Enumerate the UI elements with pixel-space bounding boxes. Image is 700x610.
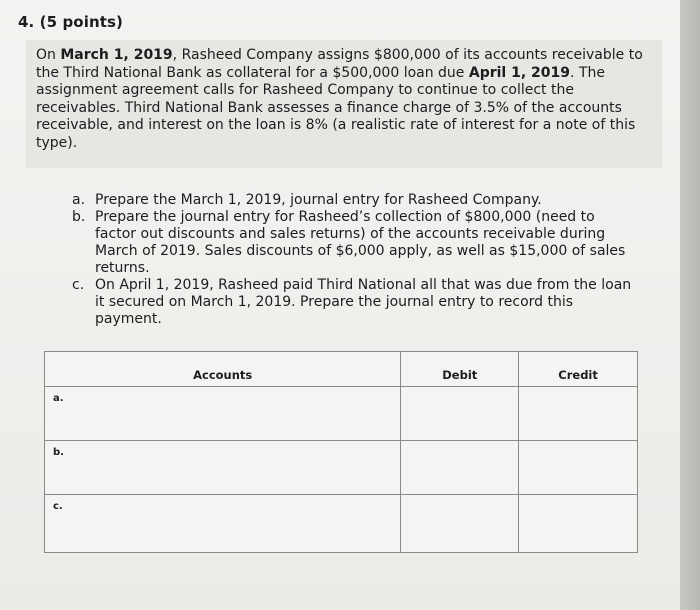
row-label: a. [53,393,64,404]
debit-cell[interactable] [401,387,519,441]
table-row [45,387,638,441]
problem-text-part: , Rasheed Company assigns $800,000 of its accounts receivable to the Third National Bank as collateral for a $500,000 loan due [36,47,643,81]
row-label: c. [53,501,63,512]
task-text: Prepare the March 1, 2019, journal entry for Rasheed Company. [95,192,542,208]
page-edge-shadow [680,0,700,610]
problem-text-date-bold: March 1, 2019 [60,47,173,63]
task-item [72,192,632,209]
problem-text-date-bold: April 1, 2019 [468,64,571,81]
journal-entry-table-wrap [44,351,636,548]
task-text: Prepare the journal entry for Rasheed’s collection of $800,000 (need to factor out discounts and sales returns) of the accounts receivable during March of 2019. Sales discounts of $6,000 apply, as well as $15,000 of sales returns. [95,209,626,276]
accounts-cell[interactable] [45,495,401,553]
journal-entry-table [44,351,638,553]
problem-statement-text [36,47,648,152]
task-label: b. [72,209,86,225]
task-label: c. [72,277,85,293]
question-heading: 4. (5 points) [18,13,123,31]
credit-cell[interactable] [519,441,638,495]
task-text: On April 1, 2019, Rasheed paid Third National all that was due from the loan it secured on March 1, 2019. Prepare the journal entry to record this payment. [95,277,632,327]
debit-cell[interactable] [401,495,519,553]
debit-cell[interactable] [401,441,519,495]
problem-statement-box [26,40,662,168]
table-header-row [45,352,638,387]
credit-cell[interactable] [519,387,638,441]
accounts-cell[interactable] [45,387,401,441]
accounts-cell[interactable] [45,441,401,495]
task-item [72,209,632,277]
problem-text-part: On [36,47,61,63]
table-row [45,441,638,495]
debit-column-header: Debit [401,352,519,387]
table-row [45,495,638,553]
credit-cell[interactable] [519,495,638,553]
task-list [72,192,632,328]
problem-text-part: . The assignment agreement calls for Rasheed Company to continue to collect the receivables. Third National Bank assesses a finance charge of 3.5% of the accounts receivable, and interest on the loan is 8% (a realistic rate of interest for a note of this type). [36,64,636,151]
credit-column-header: Credit [519,352,638,387]
row-label: b. [53,447,64,458]
task-label: a. [72,192,86,208]
task-item [72,277,632,328]
accounts-column-header: Accounts [45,352,401,387]
